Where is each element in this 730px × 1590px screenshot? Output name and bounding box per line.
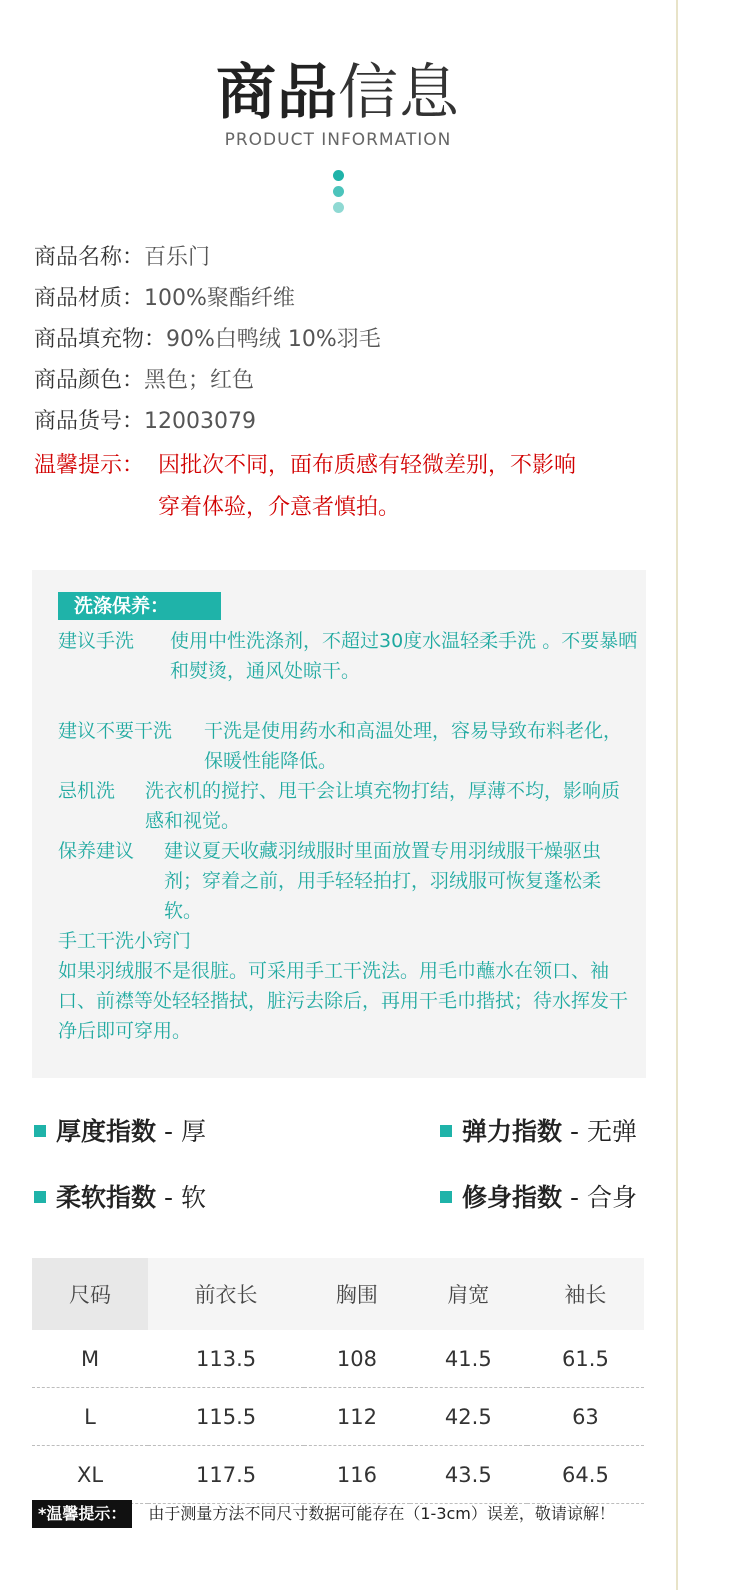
section-title	[0, 58, 676, 150]
care-item-no-dry-clean	[58, 716, 638, 776]
size-cell: M	[32, 1330, 148, 1388]
care-body	[58, 626, 638, 1046]
size-cell: 116	[304, 1446, 410, 1504]
notice-text	[158, 445, 654, 529]
care-text: 干洗是使用药水和高温处理，容易导致布料老化，保暖性能降低。	[204, 720, 623, 772]
dot-1	[333, 170, 344, 181]
index-name: 柔软指数	[56, 1183, 157, 1212]
square-bullet-icon	[440, 1191, 452, 1203]
info-label: 商品颜色：	[34, 368, 145, 393]
product-info	[34, 240, 654, 529]
info-row-name	[34, 240, 654, 281]
decorative-dots	[333, 170, 345, 218]
index-name: 修身指数	[462, 1183, 563, 1212]
size-cell: 115.5	[148, 1388, 304, 1446]
dot-3	[333, 202, 344, 213]
index-fit: 修身指数 - 合身	[440, 1176, 637, 1220]
table-row	[32, 1330, 644, 1388]
info-value: 12003079	[144, 409, 256, 434]
care-tip-text: 如果羽绒服不是很脏。可采用手工干洗法。用毛巾蘸水在领口、袖口、前襟等处轻轻揩拭，脏污去除后，再用干毛巾揩拭；待水挥发干净后即可穿用。	[58, 960, 629, 1042]
care-text: 洗衣机的搅拧、甩干会让填充物打结，厚薄不均，影响质感和视觉。	[145, 780, 621, 832]
title-light: 信息	[338, 58, 460, 128]
info-value: 100%聚酯纤维	[144, 286, 295, 311]
table-row	[32, 1388, 644, 1446]
index-value: 合身	[586, 1183, 637, 1212]
index-name: 厚度指数	[56, 1117, 157, 1146]
index-thickness: 厚度指数 - 厚	[34, 1110, 206, 1154]
warm-notice	[34, 445, 654, 529]
size-cell: 61.5	[527, 1330, 644, 1388]
index-value: 无弹	[586, 1117, 637, 1146]
care-item-no-machine-wash	[58, 776, 638, 836]
size-table-header	[32, 1258, 644, 1330]
notice-line-1: 因批次不同，面布质感有轻微差别，不影响	[158, 453, 577, 478]
care-title: 洗涤保养：	[58, 592, 221, 620]
size-cell: 108	[304, 1330, 410, 1388]
size-cell: 42.5	[410, 1388, 527, 1446]
care-text: 建议夏天收藏羽绒服时里面放置专用羽绒服干燥驱虫剂；穿着之前，用手轻轻拍打，羽绒服可恢复蓬松柔软。	[164, 840, 602, 922]
dot-2	[333, 186, 344, 197]
footer-tag: *温馨提示：	[32, 1500, 132, 1528]
notice-line-2: 穿着体验，介意者慎拍。	[158, 495, 401, 520]
size-header-cell: 尺码	[32, 1258, 148, 1330]
size-cell: 117.5	[148, 1446, 304, 1504]
square-bullet-icon	[34, 1125, 46, 1137]
square-bullet-icon	[34, 1191, 46, 1203]
care-item-hand-wash	[58, 626, 638, 686]
size-cell: 63	[527, 1388, 644, 1446]
care-tip-title: 手工干洗小窍门	[58, 930, 192, 952]
page-title	[0, 58, 676, 128]
info-row-color	[34, 363, 654, 404]
info-value: 黑色；红色	[144, 368, 255, 393]
size-cell: 113.5	[148, 1330, 304, 1388]
size-table	[32, 1258, 644, 1504]
size-cell: 43.5	[410, 1446, 527, 1504]
care-key: 建议不要干洗	[58, 720, 173, 742]
care-key: 建议手洗	[58, 630, 135, 652]
index-value: 厚	[180, 1117, 206, 1146]
table-row	[32, 1446, 644, 1504]
size-header-cell: 袖长	[527, 1258, 644, 1330]
square-bullet-icon	[440, 1125, 452, 1137]
index-elasticity: 弹力指数 - 无弹	[440, 1110, 637, 1154]
info-row-sku	[34, 404, 654, 445]
info-label: 商品填充物：	[34, 327, 167, 352]
size-cell: XL	[32, 1446, 148, 1504]
size-cell: 112	[304, 1388, 410, 1446]
care-key: 保养建议	[58, 840, 135, 862]
index-name: 弹力指数	[462, 1117, 563, 1146]
footer-text: 由于测量方法不同尺寸数据可能存在（1-3cm）误差，敬请谅解！	[148, 1504, 615, 1523]
info-label: 商品材质：	[34, 286, 145, 311]
measurement-note	[32, 1500, 652, 1528]
care-text: 使用中性洗涤剂，不超过30度水温轻柔手洗 。不要暴晒和熨烫，通风处晾干。	[170, 630, 638, 682]
info-value: 90%白鸭绒 10%羽毛	[166, 327, 381, 352]
size-cell: 64.5	[527, 1446, 644, 1504]
title-bold: 商品	[216, 58, 338, 128]
notice-label: 温馨提示：	[34, 453, 145, 478]
care-item-maintenance	[58, 836, 638, 926]
size-header-cell: 肩宽	[410, 1258, 527, 1330]
info-label: 商品名称：	[34, 245, 145, 270]
right-border-line	[676, 0, 678, 1590]
size-cell: L	[32, 1388, 148, 1446]
index-softness: 柔软指数 - 软	[34, 1176, 206, 1220]
size-header-cell: 胸围	[304, 1258, 410, 1330]
care-panel	[32, 570, 646, 1078]
size-cell: 41.5	[410, 1330, 527, 1388]
info-row-material	[34, 281, 654, 322]
size-header-cell: 前衣长	[148, 1258, 304, 1330]
care-key: 忌机洗	[58, 780, 116, 802]
info-row-filling	[34, 322, 654, 363]
info-value: 百乐门	[144, 245, 211, 270]
index-value: 软	[180, 1183, 206, 1212]
page-subtitle: PRODUCT INFORMATION	[224, 130, 452, 150]
info-label: 商品货号：	[34, 409, 145, 434]
